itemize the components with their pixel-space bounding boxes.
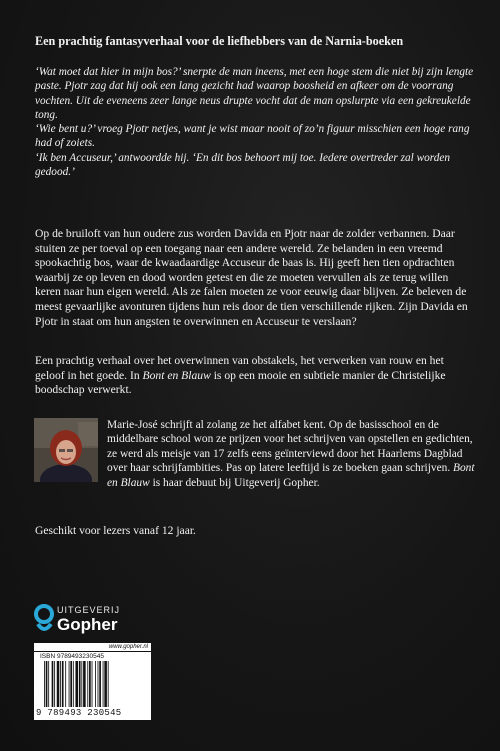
publisher-website: www.gopher.nl — [34, 643, 151, 651]
excerpt-paragraph: ‘Wie bent u?’ vroeg Pjotr netjes, want je wist maar nooit of zo’n figuur misschien een hoge rang had of zoiets. — [35, 123, 470, 150]
publisher-logo — [34, 604, 154, 638]
barcode-icon — [44, 661, 144, 707]
book-excerpt — [35, 65, 475, 179]
isbn-label: ISBN 9789493230545 — [40, 653, 104, 660]
excerpt-paragraph: ‘Wat moet dat hier in mijn bos?’ snerpte de man ineens, met een hoge stem die niet bij zijn lengte paste. Pjotr zag dat hij ook een lang gezicht had waarop boosheid en afkeer om de voorrang vochten. Uit de eveneens zeer lange neus drupte vocht dat de man opslurpte via een gekreukelde tong. — [35, 66, 474, 121]
age-recommendation: Geschikt voor lezers vanaf 12 jaar. — [35, 524, 196, 537]
summary-book-title: Bont en Blauw — [142, 368, 211, 382]
isbn-barcode — [34, 652, 151, 720]
book-summary — [35, 354, 475, 398]
author-bio — [107, 418, 477, 490]
tagline: Een prachtig fantasyverhaal voor de liefhebbers van de Narnia-boeken — [35, 34, 404, 48]
gopher-logo-icon — [34, 604, 54, 634]
bio-text: is haar debuut bij Uitgeverij Gopher. — [149, 476, 320, 489]
excerpt-paragraph: ‘Ik ben Accuseur,’ antwoordde hij. ‘En dit bos behoort mij toe. Iedere overtreder zal worden gedood.’ — [35, 151, 451, 179]
bio-text: Marie-José schrijft al zolang ze het alfabet kent. Op de basisschool en de middelbare school won ze prijzen voor het schrijven van opstellen en gedichten, ze werd als meisje van 17 zelfs eens geïnterviewd door het Haarlems Dagblad over haar schrijfambities. Pas op latere leeftijd is ze boeken gaan schrijven. — [107, 419, 473, 475]
book-blurb: Op de bruiloft van hun oudere zus worden Davida en Pjotr naar de zolder verbannen. Daar stuiten ze per toeval op een toegang naar een andere wereld. Ze belanden in een vreemd spookachtig bos, waar de kwaadaardige Accuseur de baas is. Hij geeft hen tien opdrachten waarbij ze op leven en dood worden getest en die ze moeten vervullen als ze terug willen keren naar hun eigen wereld. Als ze falen moeten ze voor eeuwig daar blijven. Ze beleven de meest gevaarlijke avonturen tijdens hun reis door de tien verschillende rijken. Zijn Davida en Pjotr in staat om hun angsten te overwinnen en Accuseur te verslaan? — [35, 227, 468, 328]
author-photo — [34, 418, 98, 482]
isbn-digits: 9 789493 230545 — [36, 708, 122, 718]
summary-text: is op een mooie en subtiele manier de Christelijke boodschap verwerkt. — [35, 368, 446, 397]
publisher-name: Gopher — [57, 615, 118, 634]
publisher-label: UITGEVERIJ — [57, 605, 121, 615]
bio-book-title: Bont en Blauw — [107, 462, 475, 489]
summary-text: Een prachtig verhaal over het overwinnen van obstakels, het verwerken van rouw en het geloof in het goede. In — [35, 354, 444, 382]
